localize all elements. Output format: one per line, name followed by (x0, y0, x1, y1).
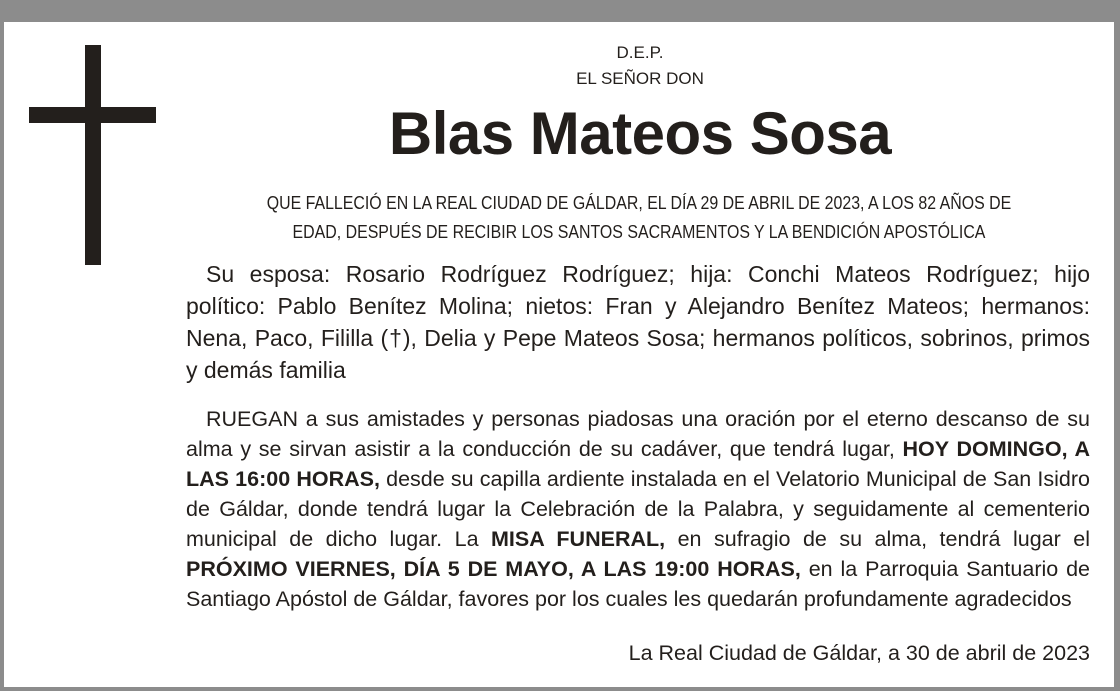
cross-vertical-bar (85, 45, 101, 265)
family-paragraph: Su esposa: Rosario Rodríguez Rodríguez; hija: Conchi Mateos Rodríguez; hijo político: Pablo Benítez Molina; nietos: Fran y Alejandro Benítez Mateos; hermanos: Nena, Paco, Fililla (†), Delia y Pepe Mateos Sosa; hermanos políticos, sobrinos, primos y demás familia (186, 261, 1090, 383)
frame-bottom-border (0, 687, 1120, 691)
frame-right-border (1114, 0, 1120, 691)
title-prefix: EL SEÑOR DON (576, 69, 704, 88)
frame-top-border (0, 0, 1120, 22)
deceased-name: Blas Mateos Sosa (388, 100, 892, 167)
prayer-time-misa: PRÓXIMO VIERNES, DÍA 5 DE MAYO, A LAS 19:00 HORAS, (186, 557, 801, 581)
dep-abbreviation: D.E.P. (616, 43, 664, 62)
prayer-text-2: desde su capilla ardiente instalada en el Velatorio Municipal de San Isidro de Gáldar, donde tendrá lugar la Celebración de la Palabra, y seguidamente al cementerio municipal de dicho lugar. La (186, 467, 1090, 551)
prayer-text-1: RUEGAN a sus amistades y personas piadosas una oración por el eterno descanso de su alma y se sirvan asistir a la conducción de su cadáver, que tendrá lugar, (186, 407, 1090, 461)
prayer-misa-funeral: MISA FUNERAL, (491, 527, 666, 551)
death-announcement: QUE FALLECIÓ EN LA REAL CIUDAD DE GÁLDAR, EL DÍA 29 DE ABRIL DE 2023, A LOS 82 AÑOS DE EDAD, DESPUÉS DE RECIBIR LOS SANTOS SACRAMENTOS Y LA BENDICIÓN APOSTÓLICA (266, 192, 1012, 242)
prayer-paragraph (186, 404, 1090, 614)
prayer-time-conduction: HOY DOMINGO, A LAS 16:00 HORAS, (186, 437, 1090, 491)
frame-left-border (0, 0, 4, 691)
signoff-place-date: La Real Ciudad de Gáldar, a 30 de abril de 2023 (628, 641, 1090, 665)
prayer-text-3: en sufragio de su alma, tendrá lugar el (665, 527, 1090, 551)
prayer-text-4: en la Parroquia Santuario de Santiago Apóstol de Gáldar, favores por los cuales les quedarán profundamente agradecidos (186, 557, 1090, 611)
cross-horizontal-bar (29, 107, 156, 123)
